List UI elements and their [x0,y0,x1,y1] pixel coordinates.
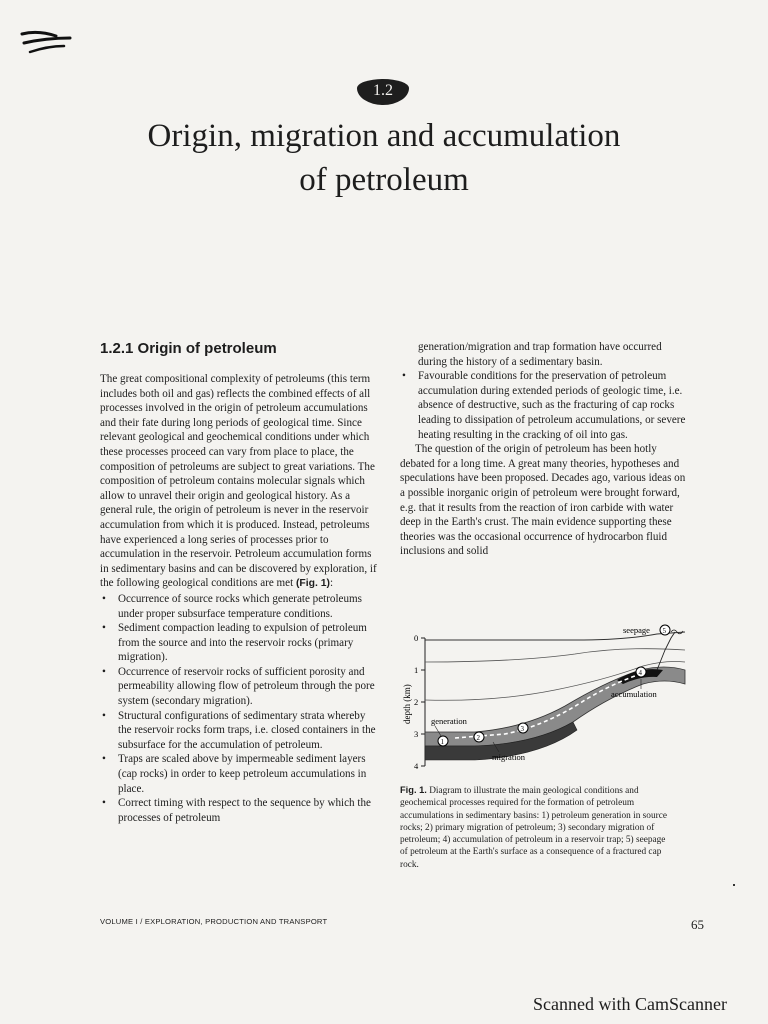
list-item: • Sediment compaction leading to expulsion of petroleum from the source and into the reservoir rocks (primary migration). [100,621,378,665]
list-item: • Occurrence of source rocks which generate petroleums under proper subsurface temperature conditions. [100,592,378,621]
caption-text: Diagram to illustrate the main geological conditions and geochemical processes required for the formation of petroleum accumulations in sedimentary basins: 1) petroleum generation in source rocks; 2) primary migration of petroleum; 3) secondary migration of petroleum; 4) accumulation of petroleum in a reservoir trap; 5) seepage of petroleum at the Earth's surface as a consequence of a fractured cap rock. [400,786,667,870]
svg-text:5: 5 [662,627,666,635]
y-tick: 0 [414,633,419,643]
conditions-list-continued [400,369,690,442]
origin-paragraph: The question of the origin of petroleum has been hotly debated for a long time. A great many theories, hypotheses and speculations have been proposed. Decades ago, various ideas on a possible inorganic origin of petroleum were brought forward, e.g. that it results from the reaction of iron carbide with water deep in the Earth's crust. The main evidence supporting these theories was the occasional occurrence of hydrocarbon fluid inclusions and solid [400,443,686,558]
figure-1-diagram [395,620,695,770]
scan-speck [733,884,735,886]
fig-ref: (Fig. 1) [295,578,331,590]
right-column [400,340,690,559]
continuation-text: generation/migration and trap formation have occurred during the history of a sedimentary basin. [418,341,662,368]
list-item: • Occurrence of reservoir rocks of sufficient porosity and permeability allowing flow of petroleum through the pore system (secondary migration). [100,665,378,709]
chapter-badge: 1.2 [357,79,409,105]
y-tick: 3 [414,729,419,739]
page-number: 65 [691,917,704,932]
figure-caption [400,784,675,871]
svg-text:2: 2 [476,734,480,742]
y-tick: 4 [414,761,419,770]
caption-label: Fig. 1. [400,785,427,795]
y-axis-label: depth (km) [402,684,412,724]
marker-5 [660,625,670,635]
svg-text:3: 3 [520,725,524,733]
y-tick: 1 [414,665,419,675]
conditions-list [100,592,378,826]
left-column [100,372,378,825]
marker-4 [636,667,646,677]
scanner-watermark: Scanned with CamScanner [533,994,727,1014]
list-item: • Structural configurations of sedimentary strata whereby the reservoir rocks form traps, i.e. closed containers in the subsurface for the accumulation of petroleum. [100,709,378,753]
title-line-1: Origin, migration and accumulation [147,118,621,154]
label-accumulation: accumulation [611,689,657,699]
intro-paragraph [100,372,378,592]
svg-text:4: 4 [638,669,642,677]
intro-text: The great compositional complexity of petroleums (this term includes both oil and gas) reflects the combined effects of all processes involved in the origin of petroleum accumulations and their fate during long periods of geological time. Since relevant geological and geochemical conditions under which these processes proceed can vary from place to place, the composition of petroleums are subject to great variations. The composition of petroleum contains molecular signals which allow to unravel their origin and geological history. As a general rule, the origin of petroleum is never in the reservoir accumulation from which it is produced. Instead, petroleums have experienced a long series of processes prior to accumulation in the reservoir. Petroleum accumulation forms in sedimentary basins and can be discovered by exploration, if the following geological conditions are met [100,373,377,590]
intro-colon: : [330,577,334,590]
marker-3 [518,723,528,733]
list-item: • Traps are scaled above by impermeable sediment layers (cap rocks) in order to keep petroleum accumulations in place. [100,752,378,796]
upper-stratum [425,649,685,662]
svg-text:1: 1 [440,738,444,746]
list-item: • Correct timing with respect to the sequence by which the processes of petroleum [100,796,378,825]
page-title [60,114,708,202]
section-heading: 1.2.1 Origin of petroleum [100,340,277,357]
list-item: • Favourable conditions for the preservation of petroleum accumulation during extended periods of geologic time, i.e. absence of destructive, such as the fracturing of cap rocks leading to dissipation of petroleum accumulations, or severe heating resulting in the cracking of oil into gas. [400,369,690,442]
fracture-line [657,632,675,670]
y-tick: 2 [414,697,419,707]
label-migration: migration [492,752,526,762]
marker-2 [474,732,484,742]
label-generation: generation [431,716,467,726]
footer-volume: VOLUME I / EXPLORATION, PRODUCTION AND TRANSPORT [100,917,328,926]
label-seepage: seepage [623,625,650,635]
title-line-2: of petroleum [299,162,469,198]
marker-1 [438,736,448,746]
handwritten-mark-icon [18,24,78,64]
